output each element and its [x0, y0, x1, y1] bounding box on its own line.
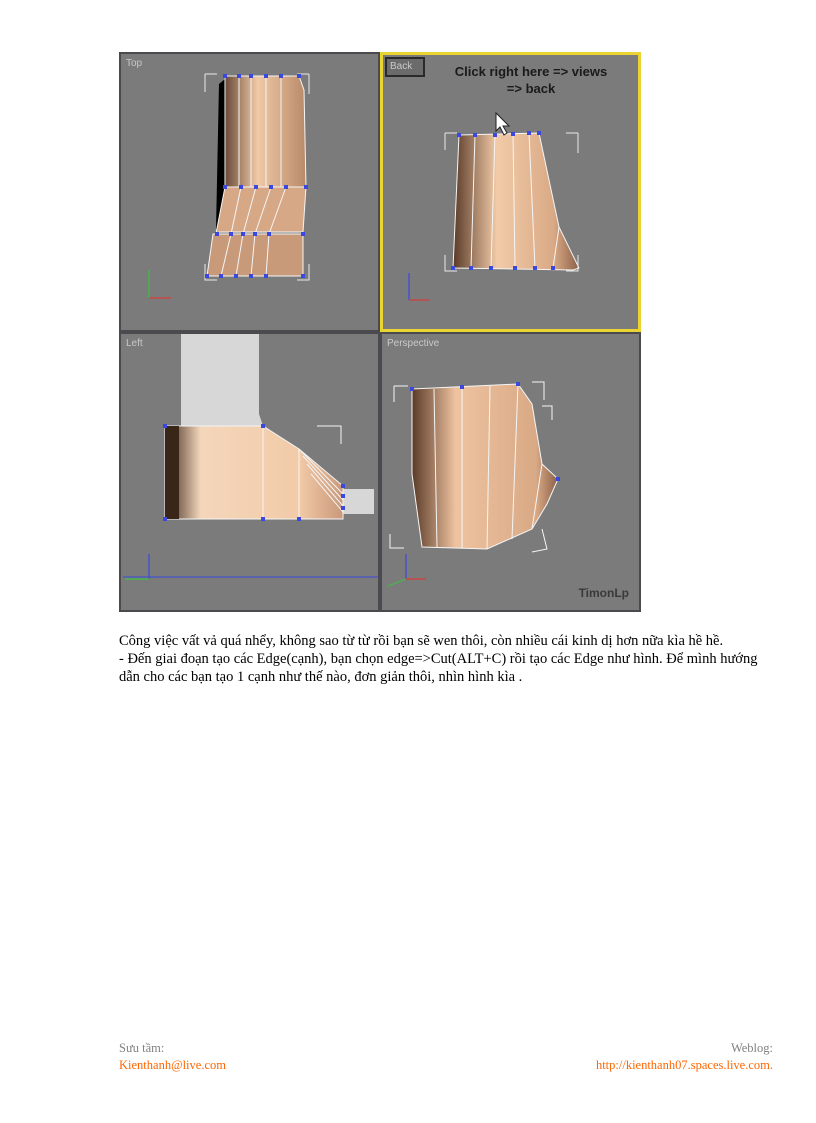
footer-left [119, 1040, 226, 1074]
paragraph-1: Công việc vất vả quá nhểy, không sao từ từ rồi bạn sẽ wen thôi, còn nhiều cái kinh dị hơn nữa kìa hề hề. [119, 633, 724, 649]
left-viewport [119, 332, 380, 612]
viewport-label-top: Top [126, 58, 143, 69]
footer-weblog-link[interactable]: http://kienthanh07.spaces.live.com. [595, 1058, 773, 1072]
footer-right [596, 1040, 773, 1074]
footer-email-link[interactable]: Kienthanh@live.com [119, 1058, 226, 1072]
back-view-label-box[interactable] [385, 57, 425, 77]
back-viewport [380, 52, 641, 332]
top-viewport [119, 52, 380, 332]
author-watermark: TimonLp [578, 586, 629, 600]
viewport-figure [119, 52, 641, 612]
viewport-label-left: Left [126, 338, 143, 349]
paragraph-2: - Đến giai đoạn tạo các Edge(cạnh), bạn chọn edge=>Cut(ALT+C) rồi tạo các Edge như hình. Để mình hướng dẫn cho các bạn tạo 1 cạnh như thế nào, đơn giản thôi, nhìn hình kìa . [119, 651, 758, 685]
body-text [119, 632, 759, 686]
top-view-mesh [121, 54, 378, 330]
perspective-view-mesh [382, 334, 639, 610]
footer-left-label: Sưu tầm: [119, 1041, 165, 1055]
callout-line-1: Click right here => views [454, 64, 608, 79]
left-view-mesh [121, 334, 378, 610]
perspective-viewport [380, 332, 641, 612]
axis-gizmo-icon [388, 554, 426, 586]
footer-right-label: Weblog: [730, 1041, 773, 1055]
axis-gizmo-icon [149, 270, 171, 298]
axis-gizmo-icon [409, 273, 429, 300]
views-callout [431, 63, 631, 97]
mouse-cursor-icon [496, 113, 509, 135]
viewport-label-perspective: Perspective [387, 338, 440, 349]
axis-gizmo-icon [123, 554, 378, 579]
callout-line-2: => back [506, 81, 556, 96]
viewport-label-back: Back [390, 61, 413, 72]
